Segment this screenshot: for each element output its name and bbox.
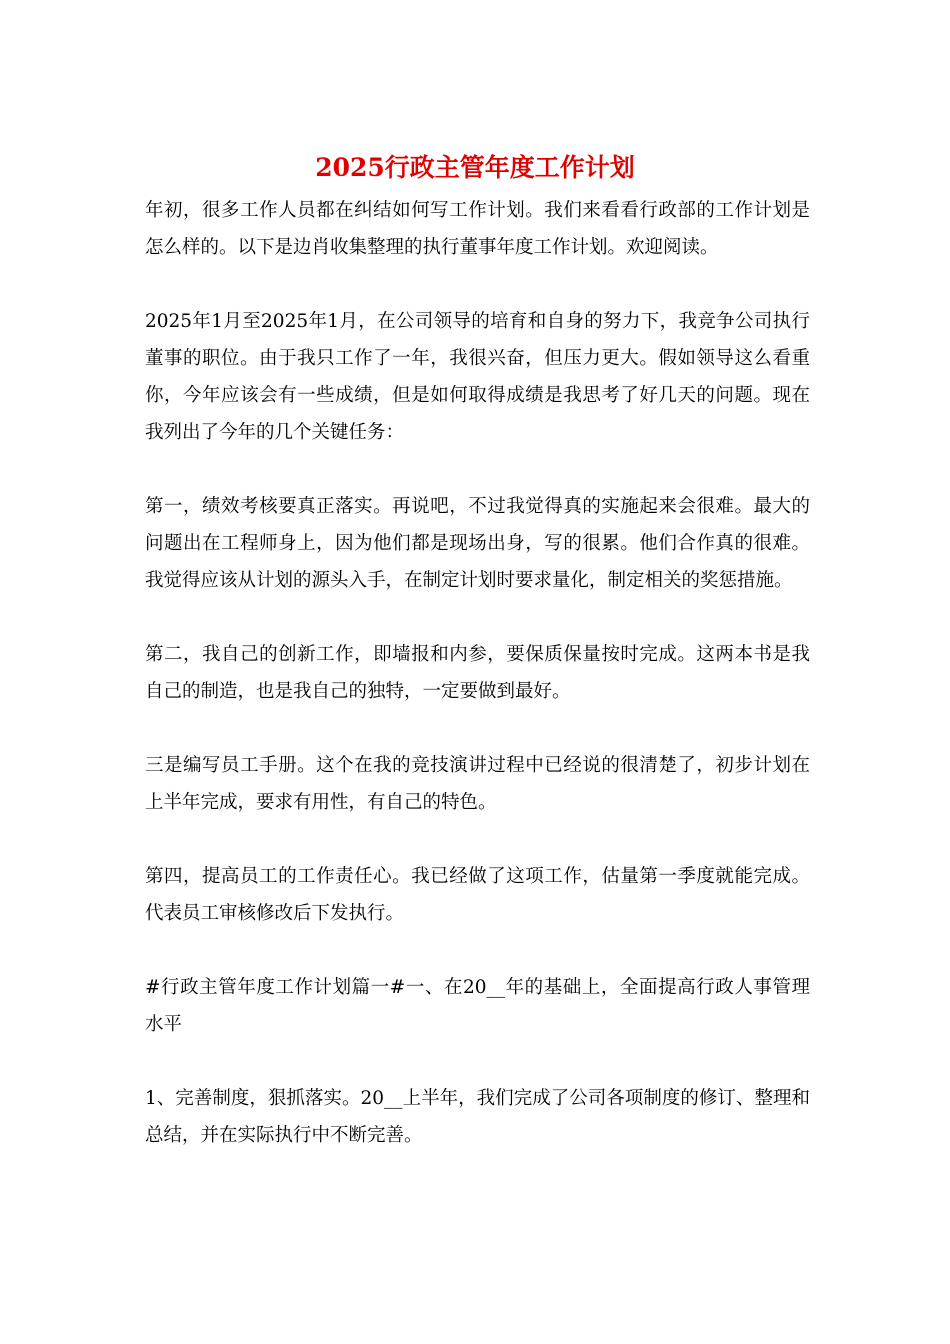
paragraph-task-1: 第一，绩效考核要真正落实。再说吧，不过我觉得真的实施起来会很难。最大的问题出在工程师身上，因为他们都是现场出身，写的很累。他们合作真的很难。我觉得应该从计划的源头入手，在制定计划时要求量化，制定相关的奖惩措施。 <box>145 496 810 591</box>
paragraph-intro: 年初，很多工作人员都在纠结如何写工作计划。我们来看看行政部的工作计划是怎么样的。以下是边肖收集整理的执行董事年度工作计划。欢迎阅读。 <box>145 200 810 258</box>
paragraph-task-2: 第二，我自己的创新工作，即墙报和内参，要保质保量按时完成。这两本书是我自己的制造，也是我自己的独特，一定要做到最好。 <box>145 644 810 702</box>
paragraph-item-1: 1、完善制度，狠抓落实。20__上半年，我们完成了公司各项制度的修订、整理和总结，并在实际执行中不断完善。 <box>145 1088 810 1146</box>
paragraph-task-3: 三是编写员工手册。这个在我的竞技演讲过程中已经说的很清楚了，初步计划在上半年完成，要求有用性，有自己的特色。 <box>145 755 810 813</box>
paragraph-background: 2025年1月至2025年1月，在公司领导的培育和自身的努力下，我竞争公司执行董事的职位。由于我只工作了一年，我很兴奋，但压力更大。假如领导这么看重你，今年应该会有一些成绩，但是如何取得成绩是我思考了好几天的问题。现在我列出了今年的几个关键任务： <box>145 311 810 443</box>
document-body <box>145 192 810 1154</box>
paragraph-section-heading: #行政主管年度工作计划篇一#一、在20__年的基础上，全面提高行政人事管理水平 <box>145 977 810 1035</box>
paragraph-task-4: 第四，提高员工的工作责任心。我已经做了这项工作，估量第一季度就能完成。代表员工审核修改后下发执行。 <box>145 866 810 924</box>
document-title: 2025行政主管年度工作计划 <box>315 153 635 182</box>
